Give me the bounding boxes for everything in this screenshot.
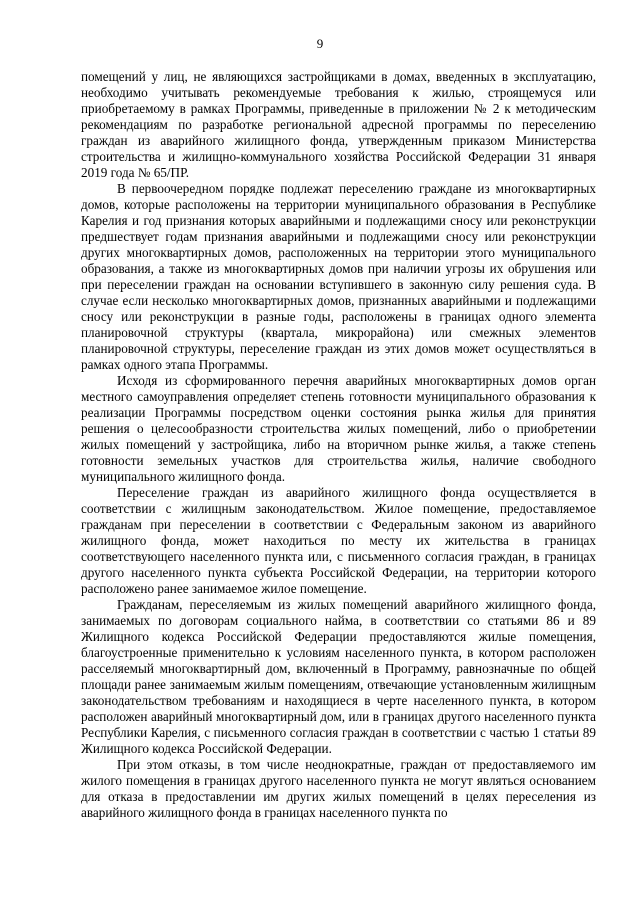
paragraph-3: Исходя из сформированного перечня аварийных многоквартирных домов орган местного самоуправления определяет степень готовности муниципального образования к реализации Программы посредством оценки состояния рынка жилья для принятия решения о целесообразности строительства жилых помещений, либо о приобретении жилых помещений у застройщика, либо на вторичном рынке жилья, а также степень готовности земельных участков для строительства жилья, наличие свободного муниципального жилищного фонда. — [81, 373, 596, 484]
body-text — [81, 69, 596, 821]
paragraph-5: Гражданам, переселяемым из жилых помещений аварийного жилищного фонда, занимаемых по договорам социального найма, в соответствии со статьями 86 и 89 Жилищного кодекса Российской Федерации предоставляются жилые помещения, благоустроенные применительно к условиям населенного пункта, в котором расположен расселяемый многоквартирный дом, включенный в Программу, равнозначные по общей площади ранее занимаемым жилым помещениям, отвечающие установленным жилищным законодательством требованиям и находящиеся в черте населенного пункта, в котором расположен аварийный многоквартирный дом, или в границах другого населенного пункта Республики Карелия, с письменного согласия граждан в соответствии с частью 1 статьи 89 Жилищного кодекса Российской Федерации. — [81, 597, 596, 756]
paragraph-1: помещений у лиц, не являющихся застройщиками в домах, введенных в эксплуатацию, необходимо учитывать рекомендуемые требования к жилью, строящемуся или приобретаемому в рамках Программы, приведенные в приложении № 2 к методическим рекомендациям по разработке региональной адресной программы по переселению граждан из аварийного жилищного фонда, утвержденным приказом Министерства строительства и жилищно-коммунального хозяйства Российской Федерации 31 января 2019 года № 65/ПР. — [81, 69, 596, 180]
paragraph-4: Переселение граждан из аварийного жилищного фонда осуществляется в соответствии с жилищным законодательством. Жилое помещение, предоставляемое гражданам при переселении в соответствии с Федеральным законом из аварийного жилищного фонда, может находиться по месту их жительства в границах соответствующего населенного пункта или, с письменного согласия граждан, в границах другого населенного пункта субъекта Российской Федерации, на территории которого расположено ранее занимаемое жилое помещение. — [81, 485, 596, 596]
page-number: 9 — [316, 36, 324, 51]
paragraph-6: При этом отказы, в том числе неоднократные, граждан от предоставляемого им жилого помещения в границах другого населенного пункта не могут являться основанием для отказа в предоставлении им других жилых помещений в целях переселения из аварийного жилищного фонда в границах населенного пункта по — [81, 757, 596, 820]
paragraph-2: В первоочередном порядке подлежат переселению граждане из многоквартирных домов, которые расположены на территории муниципального образования в Республике Карелия и год признания которых аварийными и подлежащими сносу или реконструкции предшествует годам признания аварийными и подлежащими сносу или реконструкции других многоквартирных домов, расположенных на территории этого муниципального образования, а также из многоквартирных домов при наличии угрозы их обрушения или при переселении граждан на основании вступившего в законную силу решения суда. В случае если несколько многоквартирных домов, признанных аварийными и подлежащими сносу или реконструкции в разные годы, расположены в границах одного элемента планировочной структуры (квартала, микрорайона) или смежных элементов планировочной структуры, переселение граждан из этих домов может осуществляться в рамках одного этапа Программы. — [81, 181, 596, 372]
